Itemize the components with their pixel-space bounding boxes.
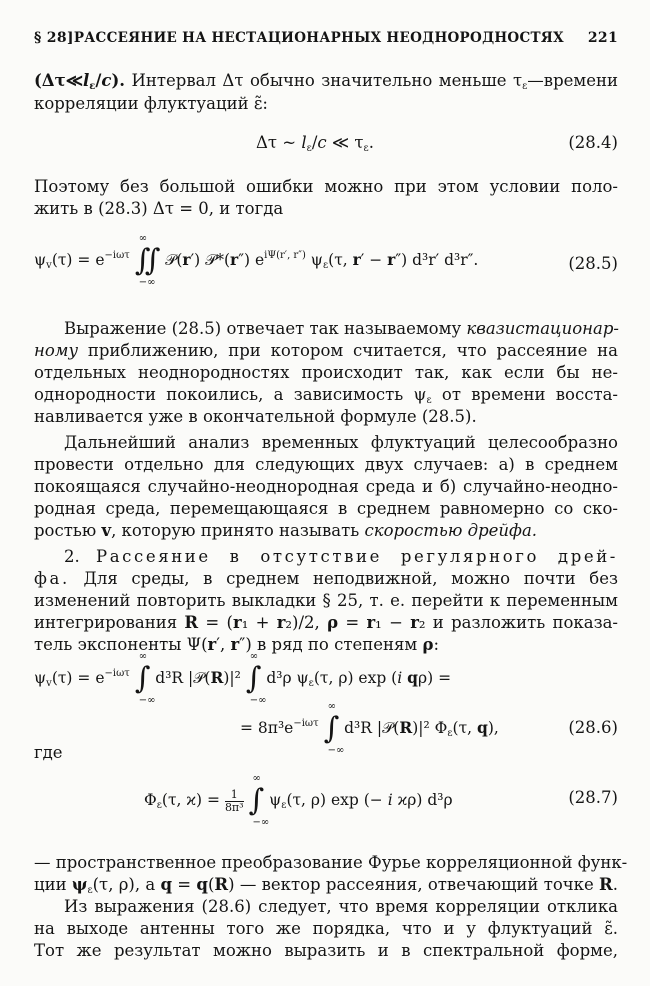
text-line-3: Поэтому без большой ошибки можно при этом условии поло- — [34, 177, 618, 196]
section-mark: § 28] — [34, 30, 74, 46]
equation-28-4: Δτ ~ $l_\varepsilon/c$ ≪ $\tau_\varepsilon$. (28.4) — [256, 133, 618, 154]
text-line-2: корреляции флуктуаций ε̃: — [34, 94, 268, 113]
equation-28-5: $\psi_v(\tau) = e^{-i\omega\tau}$ ∬ ∞ −∞ 𝒫(r′) 𝒫*(r″) $e^{i\Psi(r', r'')}$ $\psi_\varepsilon(\tau$, r′ − r″) d³r′ d³r″. (28.5) — [34, 233, 618, 288]
running-header — [34, 30, 618, 46]
equation-28-7: $\Phi_\varepsilon(\tau$, ϰ) = $\frac{1}{\text{8π³}}$ ∫ ∞ −∞ $\psi_\varepsilon(\tau$, ρ) exp (− i ϰρ) d³ρ (28.7) — [144, 773, 618, 828]
equation-number: (28.5) — [568, 254, 618, 273]
running-title: РАССЕЯНИЕ НА НЕСТАЦИОНАРНЫХ НЕОДНОРОДНОСТЯХ — [73, 30, 564, 46]
equation-number: (28.6) — [568, 718, 618, 737]
text-line-1: $(\Delta\tau≪l_\varepsilon/c)$. Интервал Δτ обычно значительно меньше $\tau_\varepsilon—времени$ — [34, 71, 618, 92]
equation-28-6: $\psi_v(\tau) = e^{-i\omega\tau}$ ∫ ∞ −∞ d³R |𝒫(R)|² ∫ ∞ −∞ d³ρ $\psi_\varepsilon(\tau$, ρ) exp (i qρ) = = $8\pi^3e^{-i\omega\tau}$ ∫ ∞ −∞ d³R |𝒫(R)|² $\Phi_\varepsilon(\tau$, q), (28.6) — [34, 651, 618, 756]
integral-icon: ∫ ∞ −∞ — [323, 701, 345, 756]
text-line-4: жить в (28.3) Δτ = 0, и тогда — [34, 199, 284, 218]
fraction: $\frac{1}{\text{8π³}}$ — [224, 787, 244, 814]
page-number: 221 — [587, 30, 618, 46]
integral-icon: ∫ ∞ −∞ — [134, 651, 156, 706]
double-integral-icon: ∬ ∞ −∞ — [134, 233, 161, 288]
equation-number: (28.7) — [568, 788, 618, 807]
word-where: где — [34, 743, 63, 762]
equation-number: (28.4) — [568, 133, 618, 152]
integral-icon: ∫ ∞ −∞ — [248, 773, 270, 828]
integral-icon: ∫ ∞ −∞ — [245, 651, 267, 706]
